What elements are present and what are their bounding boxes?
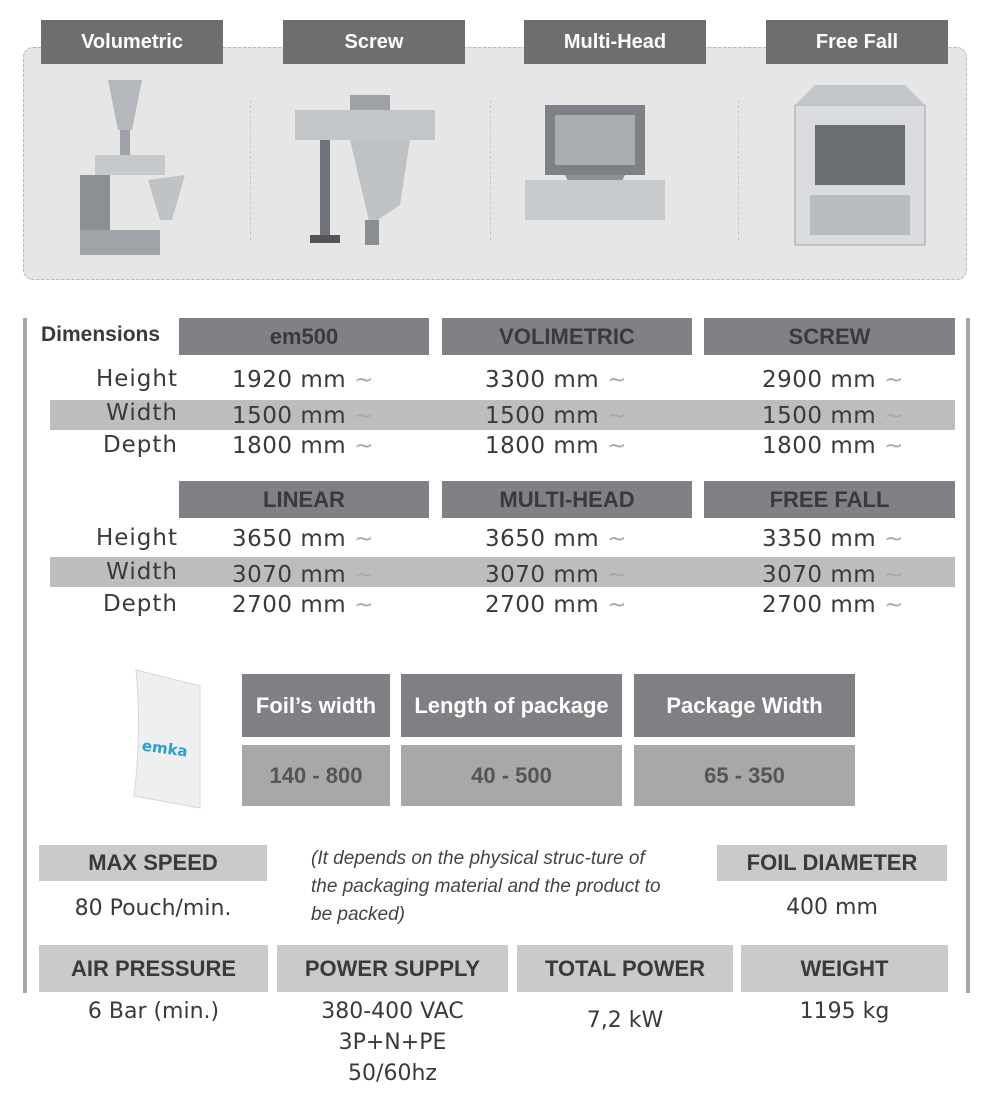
package-bag-image <box>128 668 208 813</box>
dim-value: 3300 mm ~ <box>485 367 627 393</box>
divider <box>738 100 739 240</box>
tab-volumetric: Volumetric <box>41 20 223 64</box>
dim-value: 3350 mm ~ <box>762 526 904 552</box>
approx-icon: ~ <box>607 562 627 588</box>
approx-icon: ~ <box>354 433 374 459</box>
spec-header: AIR PRESSURE <box>39 945 268 992</box>
spec-value: 7,2 kW <box>586 1008 664 1033</box>
dim-group-header: FREE FALL <box>704 481 955 518</box>
approx-icon: ~ <box>607 592 627 618</box>
dim-group-header: MULTI-HEAD <box>442 481 692 518</box>
row-label-0: Height <box>95 525 178 551</box>
dim-value: 3070 mm ~ <box>485 562 627 588</box>
dim-value: 3070 mm ~ <box>232 562 374 588</box>
volumetric-machine-image <box>60 80 200 260</box>
dimensions-title: Dimensions <box>41 323 161 346</box>
dim-value: 1800 mm ~ <box>485 433 627 459</box>
dim-value: 3650 mm ~ <box>485 526 627 552</box>
dim-value: 1500 mm ~ <box>485 403 627 429</box>
foil-width-header: Foil’s width <box>242 674 390 737</box>
free-fall-machine-image <box>785 85 935 250</box>
row-label-2: Depth <box>102 591 178 617</box>
approx-icon: ~ <box>884 433 904 459</box>
approx-icon: ~ <box>884 526 904 552</box>
tab-screw: Screw <box>283 20 465 64</box>
row-label-1: Width <box>106 559 178 585</box>
spec-header: TOTAL POWER <box>517 945 733 992</box>
dim-group-header: LINEAR <box>179 481 429 518</box>
spec-value: 6 Bar (min.) <box>87 999 220 1024</box>
dim-value: 1500 mm ~ <box>232 403 374 429</box>
row-label-2: Depth <box>102 432 178 458</box>
dim-value: 3650 mm ~ <box>232 526 374 552</box>
tab-free-fall: Free Fall <box>766 20 948 64</box>
approx-icon: ~ <box>607 367 627 393</box>
dim-value: 1920 mm ~ <box>232 367 374 393</box>
multi-head-machine-image <box>520 95 670 245</box>
dim-value: 2700 mm ~ <box>485 592 627 618</box>
package-width-value: 65 - 350 <box>634 745 855 806</box>
border-left <box>23 318 27 993</box>
approx-icon: ~ <box>884 367 904 393</box>
row-label-0: Height <box>95 366 178 392</box>
approx-icon: ~ <box>884 592 904 618</box>
approx-icon: ~ <box>607 526 627 552</box>
foil-diameter-header: FOIL DIAMETER <box>717 845 947 881</box>
divider <box>490 100 491 240</box>
package-brand: emka <box>140 736 189 761</box>
max-speed-value: 80 Pouch/min. <box>74 896 232 921</box>
dim-value: 2700 mm ~ <box>232 592 374 618</box>
tab-multi-head: Multi-Head <box>524 20 706 64</box>
dim-value: 1800 mm ~ <box>232 433 374 459</box>
speed-note: (It depends on the physical struc-ture of the packaging material and the product to be packed) <box>311 848 661 925</box>
dim-value: 2700 mm ~ <box>762 592 904 618</box>
approx-icon: ~ <box>354 403 374 429</box>
spec-value: 3P+N+PE <box>338 1030 447 1055</box>
spec-header: POWER SUPPLY <box>277 945 508 992</box>
package-length-header: Length of package <box>401 674 622 737</box>
approx-icon: ~ <box>884 562 904 588</box>
dim-value: 1500 mm ~ <box>762 403 904 429</box>
approx-icon: ~ <box>607 403 627 429</box>
dim-value: 1800 mm ~ <box>762 433 904 459</box>
dim-group-header: VOLIMETRIC <box>442 318 692 355</box>
spec-header: WEIGHT <box>741 945 948 992</box>
spec-value: 380-400 VAC <box>321 999 464 1024</box>
approx-icon: ~ <box>354 562 374 588</box>
approx-icon: ~ <box>354 526 374 552</box>
approx-icon: ~ <box>354 367 374 393</box>
divider <box>250 100 251 240</box>
dim-group-header: SCREW <box>704 318 955 355</box>
package-length-value: 40 - 500 <box>401 745 622 806</box>
screw-machine-image <box>290 95 440 245</box>
row-label-1: Width <box>106 400 178 426</box>
approx-icon: ~ <box>607 433 627 459</box>
dim-value: 2900 mm ~ <box>762 367 904 393</box>
spec-value: 50/60hz <box>348 1061 437 1086</box>
max-speed-header: MAX SPEED <box>39 845 267 881</box>
spec-value: 1195 kg <box>799 999 890 1024</box>
package-width-header: Package Width <box>634 674 855 737</box>
approx-icon: ~ <box>354 592 374 618</box>
foil-diameter-value: 400 mm <box>786 895 878 920</box>
border-right <box>966 318 970 993</box>
dim-group-header: em500 <box>179 318 429 355</box>
foil-width-value: 140 - 800 <box>242 745 390 806</box>
dim-value: 3070 mm ~ <box>762 562 904 588</box>
approx-icon: ~ <box>884 403 904 429</box>
